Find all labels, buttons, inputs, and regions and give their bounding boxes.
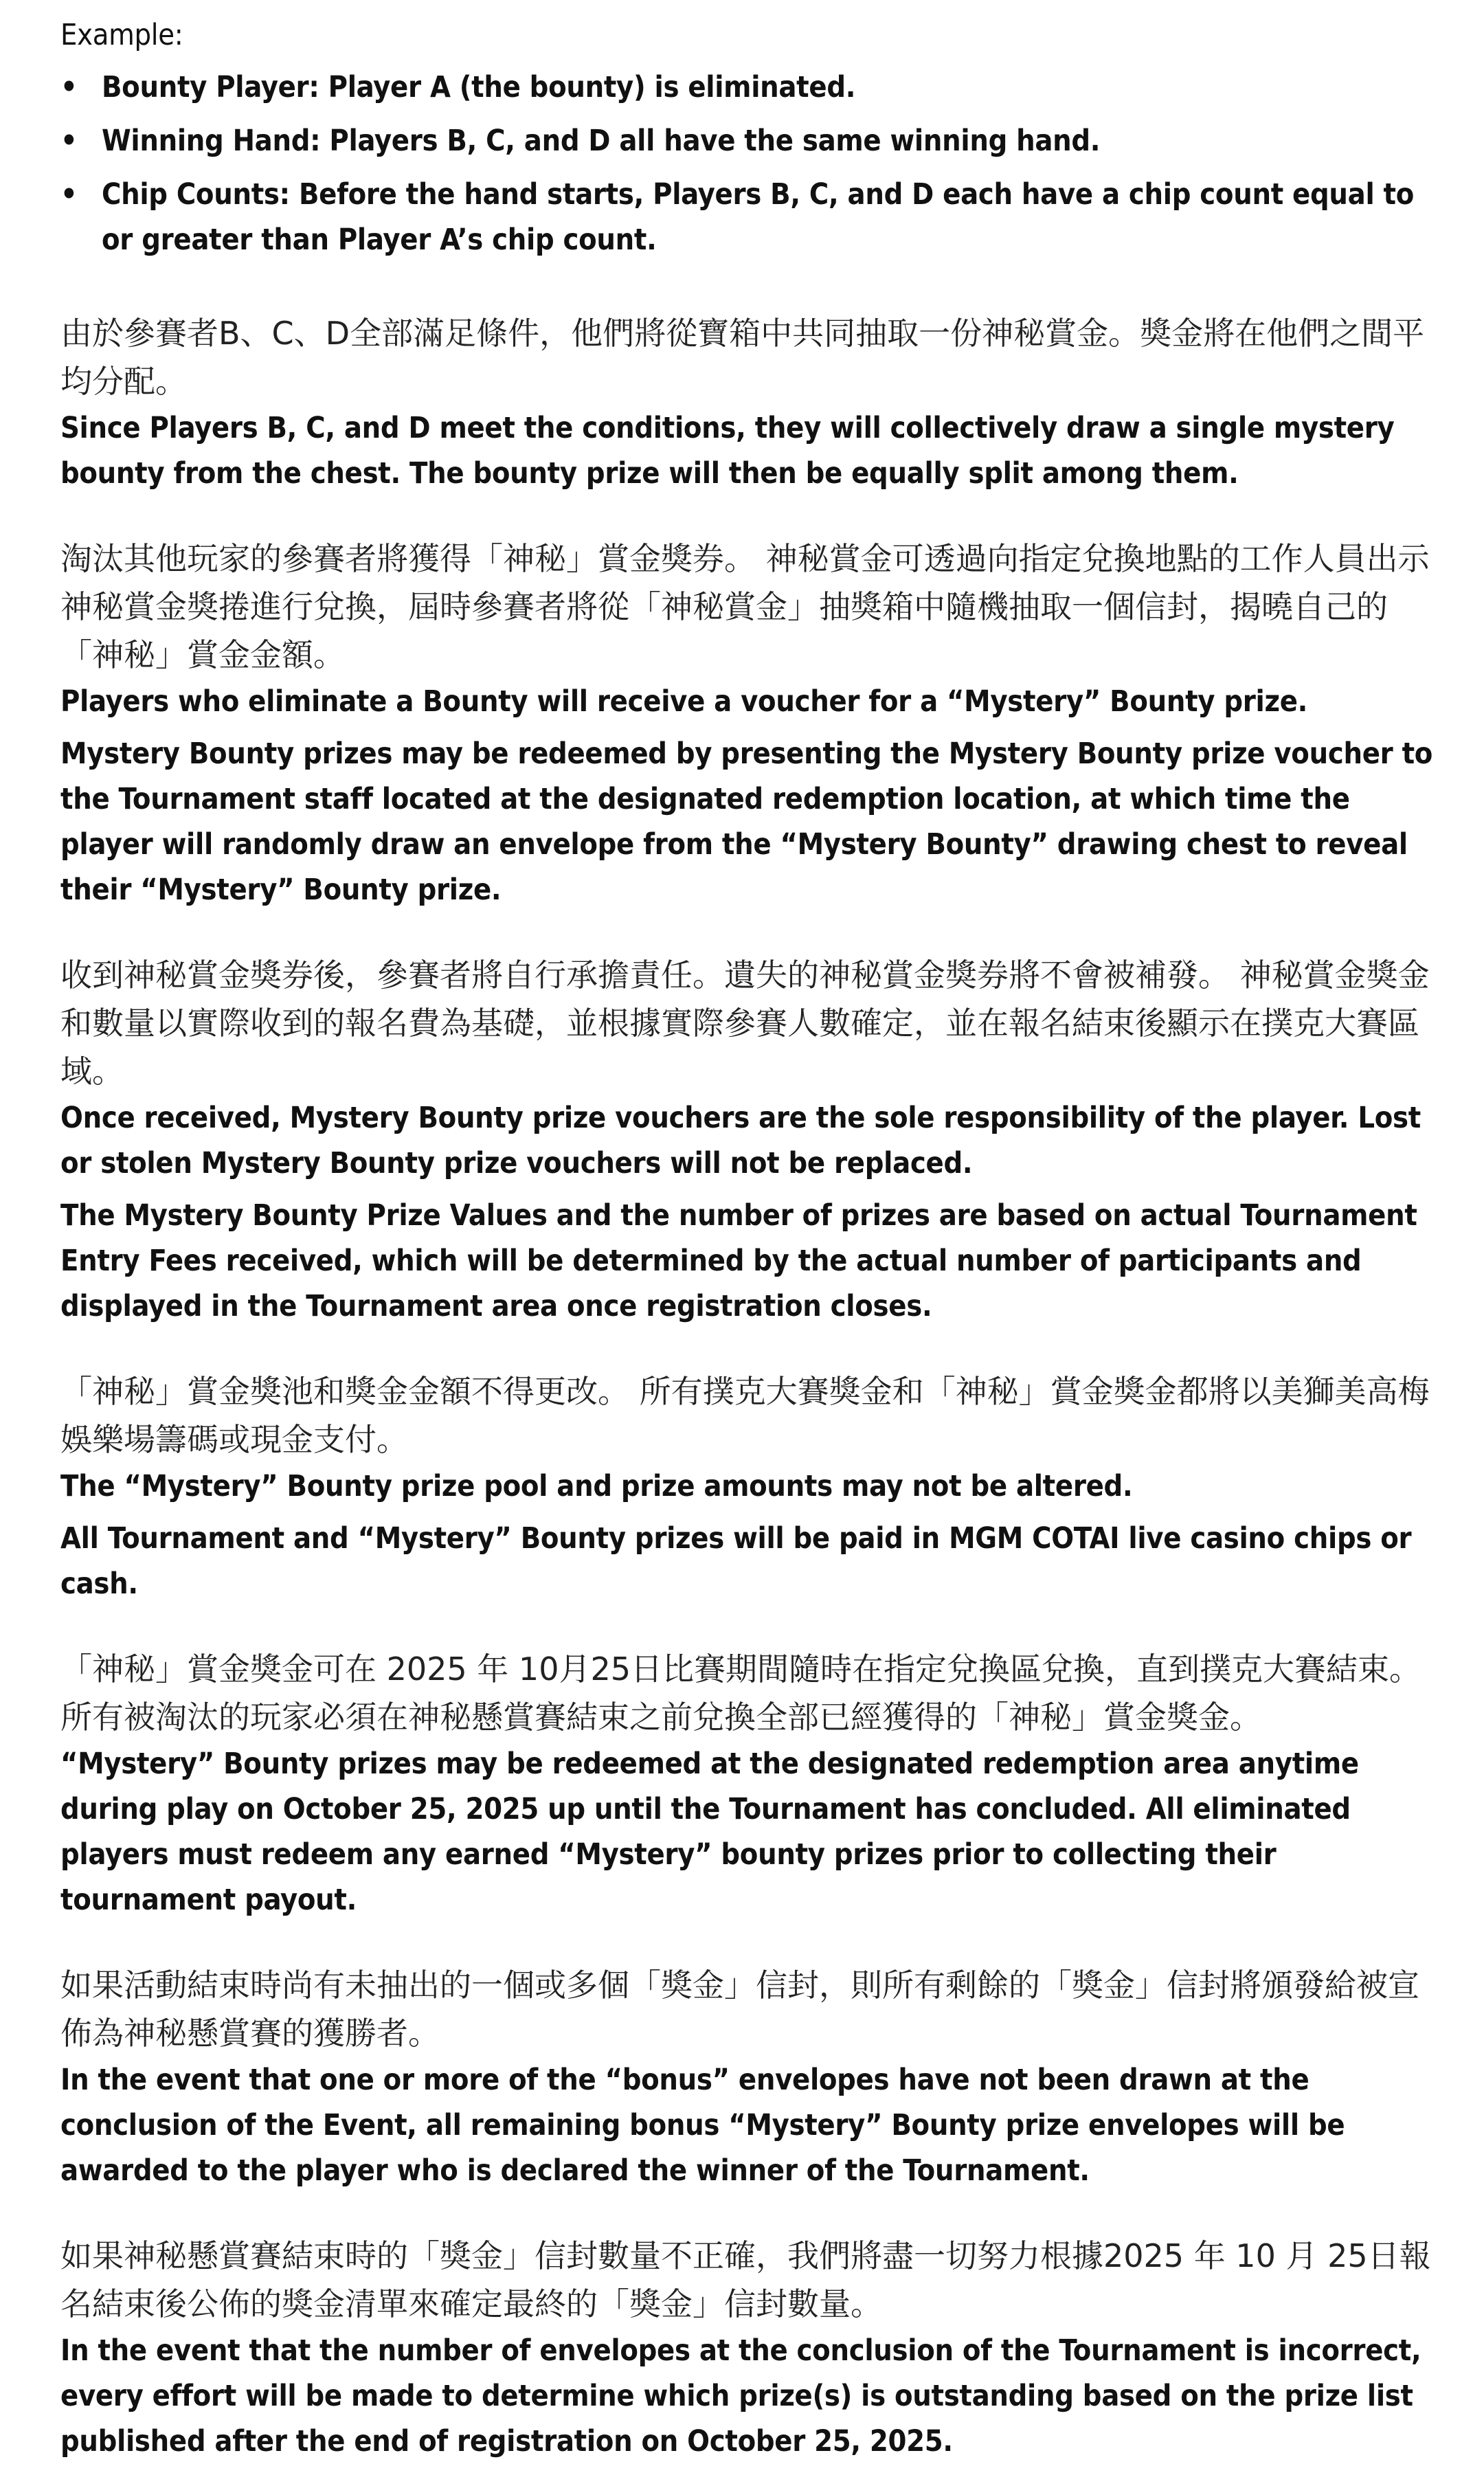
list-item xyxy=(60,65,1435,110)
paragraph-english: In the event that one or more of the “bonus” envelopes have not been drawn at the conclusion of the Event, all remaining bonus “Mystery” Bounty prize envelopes will be awarded to the player who is declared the winner of the Tournament. xyxy=(60,2063,1345,2188)
paragraph-english: Since Players B, C, and D meet the conditions, they will collectively draw a single mystery bounty from the chest. The bounty prize will then be equally split among them. xyxy=(60,411,1395,491)
paragraph-english: The Mystery Bounty Prize Values and the number of prizes are based on actual Tournament Entry Fees received, which will be determined by the actual number of participants and displayed in the Tournament area once registration closes. xyxy=(60,1198,1417,1323)
section-shared-bounty xyxy=(60,309,1435,496)
paragraph-chinese: 如果活動結束時尚有未抽出的一個或多個「獎金」信封，則所有剩餘的「獎金」信封將頒發給被宣佈為神秘懸賞賽的獲勝者。 xyxy=(60,1967,1419,2052)
paragraph-chinese: 由於參賽者B、C、D全部滿足條件，他們將從寶箱中共同抽取一份神秘賞金。獎金將在他們之間平均分配。 xyxy=(60,315,1425,400)
paragraph-chinese: 「神秘」賞金獎池和獎金金額不得更改。 所有撲克大賽獎金和「神秘」賞金獎金都將以美獅美高梅娛樂場籌碼或現金支付。 xyxy=(60,1373,1430,1458)
paragraph-english: The “Mystery” Bounty prize pool and prize amounts may not be altered. xyxy=(60,1469,1133,1503)
bullet-text: Bounty Player: Player A (the bounty) is eliminated. xyxy=(102,70,856,104)
section-envelope-count xyxy=(60,2232,1435,2464)
list-item xyxy=(60,172,1435,262)
section-prize-pool xyxy=(60,1367,1435,1606)
paragraph-chinese: 「神秘」賞金獎金可在 2025 年 10月25日比賽期間隨時在指定兌換區兌換，直到撲克大賽結束。所有被淘汰的玩家必須在神秘懸賞賽結束之前兌換全部已經獲得的「神秘」賞金獎金。 xyxy=(60,1650,1421,1736)
paragraph-english: Once received, Mystery Bounty prize vouchers are the sole responsibility of the player. Lost or stolen Mystery Bounty prize vouchers will not be replaced. xyxy=(60,1101,1421,1180)
section-voucher-responsibility xyxy=(60,951,1435,1329)
section-redemption-period xyxy=(60,1645,1435,1923)
bullet-text: Chip Counts: Before the hand starts, Players B, C, and D each have a chip count equal to or greater than Player A’s chip count. xyxy=(102,177,1415,257)
section-remaining-envelopes xyxy=(60,1961,1435,2193)
section-bounty-voucher xyxy=(60,535,1435,912)
paragraph-chinese: 如果神秘懸賞賽結束時的「獎金」信封數量不正確，我們將盡一切努力根據2025 年 10 月 25日報名結束後公佈的獎金清單來確定最終的「獎金」信封數量。 xyxy=(60,2237,1431,2322)
bullet-text: Winning Hand: Players B, C, and D all have the same winning hand. xyxy=(102,124,1101,158)
paragraph-english: Mystery Bounty prizes may be redeemed by presenting the Mystery Bounty prize voucher to the Tournament staff located at the designated redemption location, at which time the player will randomly draw an envelope from the “Mystery Bounty” drawing chest to reveal their “Mystery” Bounty prize. xyxy=(60,737,1433,907)
paragraph-chinese: 收到神秘賞金獎券後，參賽者將自行承擔責任。遺失的神秘賞金獎券將不會被補發。 神秘賞金獎金和數量以實際收到的報名費為基礎，並根據實際參賽人數確定，並在報名結束後顯示在撲克大賽區域。 xyxy=(60,956,1430,1090)
paragraph-english: All Tournament and “Mystery” Bounty prizes will be paid in MGM COTAI live casino chips or cash. xyxy=(60,1521,1412,1601)
example-heading: Example: xyxy=(60,18,183,52)
bullet-icon: • xyxy=(60,124,78,158)
bullet-icon: • xyxy=(60,70,78,104)
list-item xyxy=(60,118,1435,164)
paragraph-chinese: 淘汰其他玩家的參賽者將獲得「神秘」賞金獎券。 神秘賞金可透過向指定兌換地點的工作人員出示神秘賞金獎捲進行兌換，屆時參賽者將從「神秘賞金」抽獎箱中隨機抽取一個信封，揭曉自己的「神秘」賞金金額。 xyxy=(60,540,1430,673)
bullet-icon: • xyxy=(60,177,78,212)
paragraph-english: Players who eliminate a Bounty will receive a voucher for a “Mystery” Bounty prize. xyxy=(60,684,1308,719)
example-bullet-list xyxy=(60,65,1435,262)
paragraph-english: In the event that the number of envelopes at the conclusion of the Tournament is incorrect, every effort will be made to determine which prize(s) is outstanding based on the prize list published after the end of registration on October 25, 2025. xyxy=(60,2333,1421,2459)
rules-document xyxy=(60,0,1435,2464)
paragraph-english: “Mystery” Bounty prizes may be redeemed at the designated redemption area anytime during play on October 25, 2025 up until the Tournament has concluded. All eliminated players must redeem any earned “Mystery” bounty prizes prior to collecting their tournament payout. xyxy=(60,1747,1359,1917)
